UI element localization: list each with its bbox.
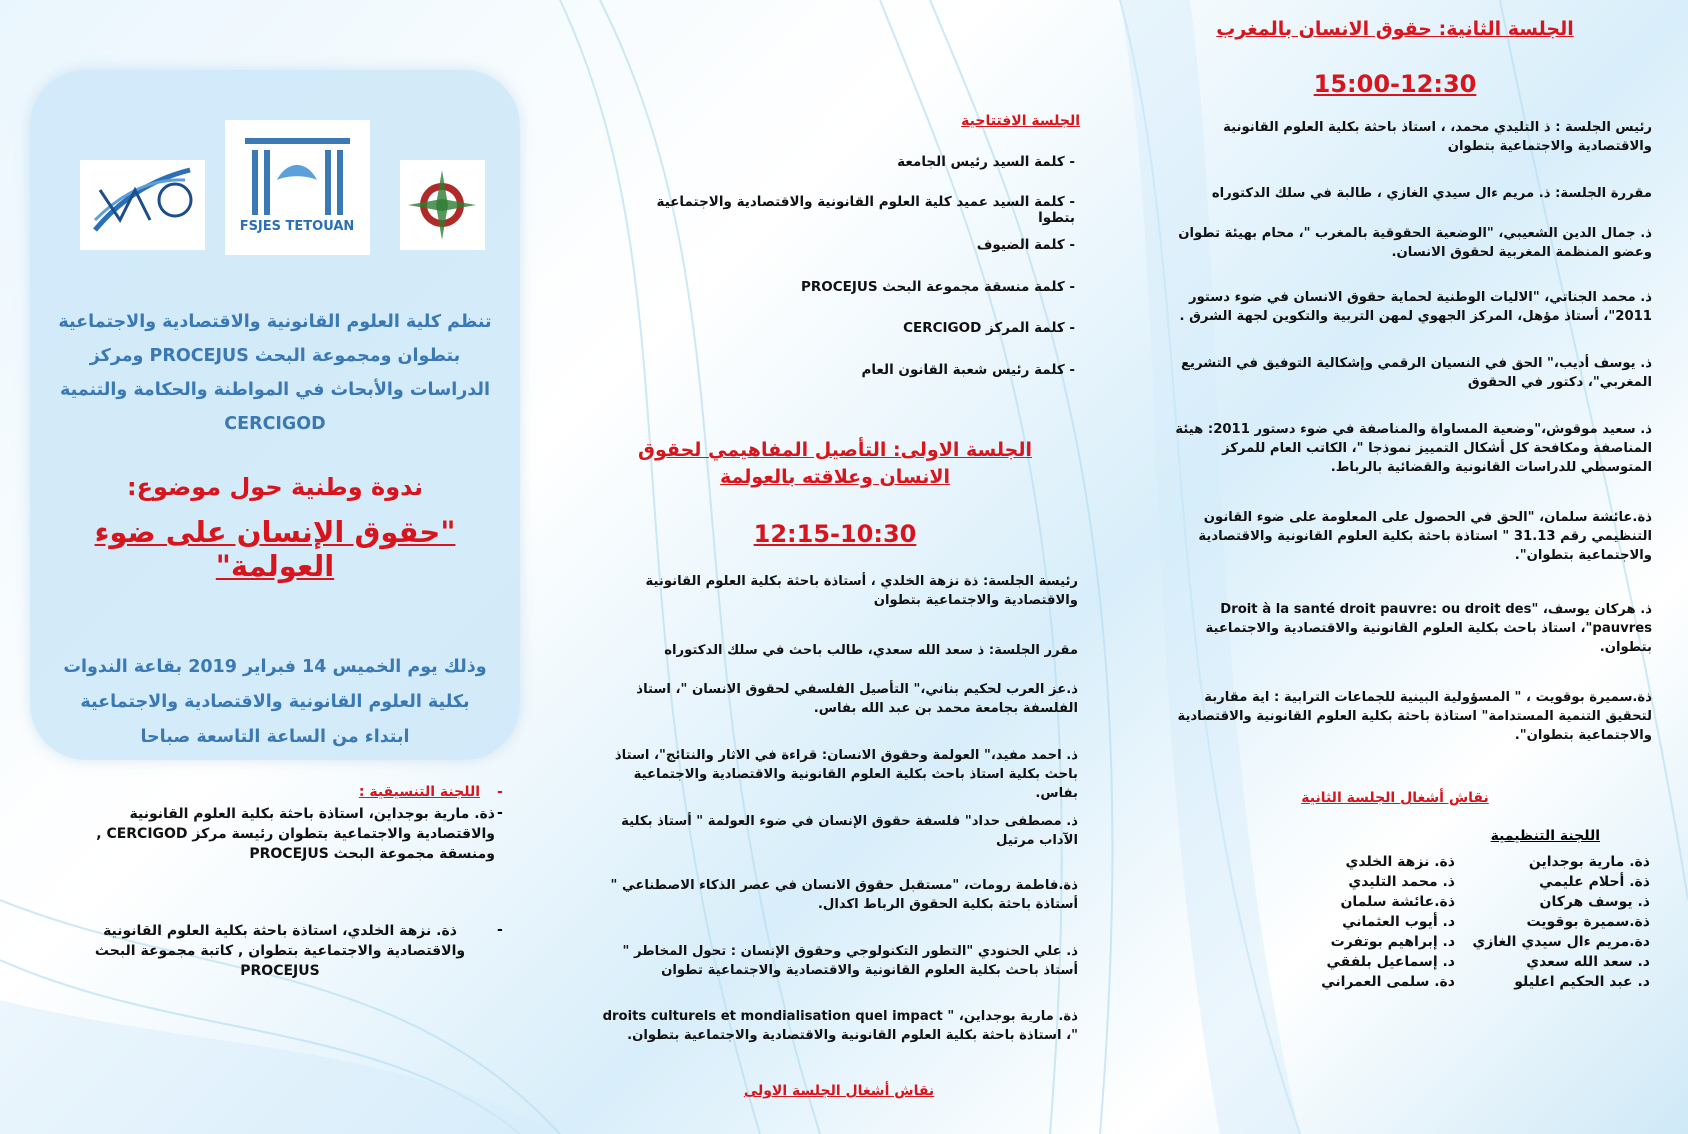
coordination-committee-title: اللجنة التنسيقية : [358,784,480,800]
committee-member: دة.مريم ءال سيدي الغازي [1472,934,1650,950]
committee-member: ذة. مارية بوجداين [1528,854,1650,870]
date-line: ابتداء من الساعة التاسعة صباحا [140,727,410,747]
committee-member: دة. سلمى العمراني [1321,974,1455,990]
session2-speaker: ذ. محمد الجناتي، "الاليات الوطنية لحماية حقوق الانسان في ضوء دستور 2011"، أستاذ مؤهل، المركز الجهوي لمهن التربية والتكوين لجهة الشرق . [1179,290,1652,324]
committee-member: ذ. يوسف هركان [1539,894,1650,910]
organizing-committee-col-1 [1465,852,1650,992]
bullet-dash: - [497,784,503,800]
session2-speaker: ذة.عائشة سلمان، "الحق في الحصول على المعلومة على ضوء القانون التنظيمي رقم 31.13 " استاذة باحثة بكلية العلوم القانونية والاقتصادية والاجتماعية بتطوان". [1198,510,1652,563]
session1-speaker: ذة. مارية بوجداين، " droits culturels et mondialisation quel impact "، استاذة باحثة بكلية العلوم القانونية والاقتصادية والاجتماعية بتطوان. [602,1009,1078,1043]
session2-speaker: ذ. سعيد موقوش،"وضعية المساواة والمناصفة في ضوء دستور 2011: هيئة المناصفة ومكافحة كل أشكال التمييز نموذجا "، الكاتب العام للمركز المتوسطي للدراسات القانونية والقضائية بالرباط. [1175,422,1652,475]
organizer-line: بتطوان ومجموعة البحث PROCEJUS ومركز [89,346,461,366]
middle-panel [560,0,1120,1134]
opening-item: - كلمة السيد عميد كلية العلوم القانونية والاقتصادية والاجتماعية بتطوا [656,194,1075,226]
organizer-line: تنظم كلية العلوم القانونية والاقتصادية والاجتماعية [58,312,492,332]
session2-speaker: ذ. جمال الدين الشعيبي، "الوضعية الحقوقية بالمغرب "، محام بهيئة تطوان وعضو المنظمة المغربية لحقوق الانسان. [1178,226,1652,260]
organizer-line: CERCIGOD [224,414,326,434]
opening-item: - كلمة المركز CERCIGOD [903,320,1075,336]
committee-member: ذة.سميرة بوقويت [1526,914,1650,930]
bullet-dash: - [497,805,503,821]
committee-member: د. سعد الله سعدي [1526,954,1650,970]
fsjes-logo-caption: FSJES TETOUAN [239,219,355,234]
opening-session-title: الجلسة الافتتاحية [961,113,1080,129]
procejus-logo [80,160,205,250]
fsjes-tetouan-logo [225,120,370,255]
right-panel [1120,0,1688,1134]
organizer-line: الدراسات والأبحاث في المواطنة والحكامة والتنمية [60,380,490,400]
session1-rapporteur: مقرر الجلسة: ذ سعد الله سعدي، طالب باحث في سلك الدكتوراه [664,643,1078,658]
session2-chair: رئيس الجلسة : ذ التليدي محمد، ، استاذ باحثة بكلية العلوم القانونية والاقتصادية والاجتماعية بتطوان [1223,120,1652,154]
cercigod-logo [400,160,485,250]
session2-speaker: ذة.سميرة بوقويت ، " المسؤولية البينية للجماعات الترابية : اية مقاربة لتحقيق التنمية المستدامة" استاذة باحثة بكلية العلوم القانونية والاقتصادية والاجتماعية بتطوان". [1177,690,1652,743]
session1-discussion: نقاش أشغال الجلسة الاولى [743,1083,935,1099]
session1-speaker: ذ. علي الحنودي "التطور التكنولوجي وحقوق الإنسان : تحول المخاطر " أستاذ باحث بكلية العلوم القانونية والاقتصادية والاجتماعية تطوان [622,944,1078,978]
opening-item: - كلمة الضيوف [976,237,1075,253]
committee-member: د. إسماعيل بلفقي [1326,954,1455,970]
seminar-theme: "حقوق الإنسان على ضوء العولمة" [94,515,456,583]
date-line: وذلك يوم الخميس 14 فبراير 2019 بقاعة الندوات [63,657,487,677]
committee-member: د. عبد الحكيم اعليلو [1514,974,1650,990]
seminar-label: ندوة وطنية حول موضوع: [126,473,423,501]
organizing-committee-title: اللجنة التنظيمية [1490,828,1600,844]
session2-discussion: نقاش أشغال الجلسة الثانية [1301,790,1489,806]
session1-speaker: ذ.عز العرب لحكيم بناني،" التأصيل الفلسفي لحقوق الانسان "، استاذ الفلسفة بجامعة محمد بن عبد الله بفاس. [636,682,1078,716]
committee-member: ذة. أحلام عليمي [1539,874,1650,890]
organizer-text [40,305,510,441]
committee-member: ذة.عائشة سلمان [1340,894,1455,910]
opening-item: - كلمة رئيس شعبة القانون العام [861,362,1075,378]
session1-time: 12:15-10:30 [753,520,917,548]
session1-title: الجلسة الاولى: التأصيل المفاهيمي لحقوق الانسان وعلاقته بالعولمة [638,439,1032,488]
session2-title: الجلسة الثانية: حقوق الانسان بالمغرب [1216,18,1574,40]
date-line: بكلية العلوم القانونية والاقتصادية والاجتماعية [80,692,470,712]
committee-member: ذ. محمد التليدي [1348,874,1455,890]
organizing-committee-col-2 [1280,852,1455,992]
coordination-member: ذة. نزهة الخلدي، استاذة باحثة بكلية العلوم القانونية والاقتصادية والاجتماعية بتطوان , كاتبة مجموعة البحث PROCEJUS [94,923,466,979]
committee-member: د. إبراهيم بوتفرت [1330,934,1455,950]
committee-member: د. أيوب العثماني [1342,914,1455,930]
session2-rapporteur: مقررة الجلسة: ذ. مريم ءال سيدي الغازي ، طالبة في سلك الدكتوراه [1211,186,1652,201]
opening-item: - كلمة منسقة مجموعة البحث PROCEJUS [800,279,1075,295]
session2-speaker: ذ. هركان يوسف، "Droit à la santé droit pauvre: ou droit des pauvres"، استاذ باحث بكلية العلوم القانونية والاقتصادية والاجتماعية بتطوان. [1205,602,1652,655]
logo-row [50,120,510,260]
date-venue [40,650,510,755]
opening-item: - كلمة السيد رئيس الجامعة [897,154,1075,170]
coordination-member: ذة. مارية بوجداين، استاذة باحثة بكلية العلوم القانونية والاقتصادية والاجتماعية بتطوان رئيسة مركز CERCIGOD , ومنسقة مجموعة البحث PROCEJUS [96,806,495,862]
session2-time: 15:00-12:30 [1313,70,1477,98]
committee-member: ذة. نزهة الخلدي [1345,854,1455,870]
session1-speaker: ذة.فاطمة رومات، "مستقبل حقوق الانسان في عصر الذكاء الاصطناعي " أستاذة باحثة بكلية الحقوق الرباط اكدال. [610,878,1078,912]
session1-speaker: ذ. مصطفى حداد" فلسفة حقوق الإنسان في ضوء العولمة " أستاذ بكلية الآداب مرتيل [621,814,1078,848]
session2-speaker: ذ. يوسف أديب،" الحق في النسيان الرقمي وإشكالية التوفيق في التشريع المغربي"، دكتور في الحقوق [1181,356,1652,390]
left-panel [0,0,560,1134]
session1-chair: رئيسة الجلسة: ذة نزهة الخلدي ، أستاذة باحثة بكلية العلوم القانونية والاقتصادية والاجتماعية بتطوان [645,574,1078,608]
bullet-dash: - [497,922,503,938]
session1-speaker: ذ. احمد مفيد،" العولمة وحقوق الانسان: قراءة في الاثار والنتائج"، استاذ باحث بكلية استاذ باحث بكلية العلوم القانونية والاقتصادية والاجتماعية بفاس. [614,748,1078,801]
